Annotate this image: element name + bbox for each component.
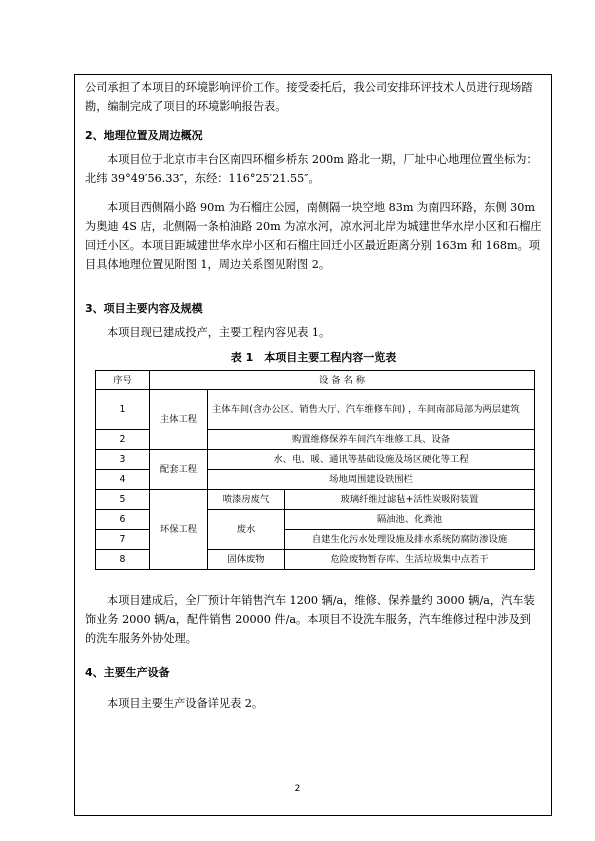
section-4-heading: 4、主要生产设备 — [85, 666, 170, 679]
surroundings-paragraph: 本项目西侧隔小路 90m 为石榴庄公园，南侧隔一块空地 83m 为南四环路，东侧 30m 为奥迪 4S 店，北侧隔一条柏油路 20m 为凉水河，凉水河北岸为城建世华水岸小区和石榴庄回迁小区。本项目距城建世华水岸小区和石榴庄回迁小区最近距离分别 163m 和 168m。项目具体地理位置见附图 1，周边关系图见附图 2。 — [85, 201, 542, 271]
row-no: 1 — [96, 390, 150, 430]
location-paragraph: 本项目位于北京市丰台区南四环榴乡桥东 200m 路北一期，厂址中心地理位置坐标为：北纬 39°49′56.33″，东经：116°25′21.55″。 — [85, 153, 538, 185]
row-content: 自建生化污水处理设施及排水系统防腐防渗设施 — [285, 530, 535, 550]
row-no: 3 — [96, 450, 150, 470]
table-row — [96, 450, 535, 470]
table-row — [96, 490, 535, 510]
row-content: 场地周围建设铁围栏 — [208, 470, 535, 490]
row-content: 购置维修保养车间汽车维修工具、设备 — [208, 430, 535, 450]
capacity-paragraph: 本项目建成后，全厂预计年销售汽车 1200 辆/a，维修、保养量约 3000 辆/a，汽车装饰业务 2000 辆/a，配件销售 20000 件/a。本项目不设洗车服务，汽车维修过程中涉及到的洗车服务外协处理。 — [85, 594, 535, 645]
row-content: 危险废物暂存库、生活垃圾集中点若干 — [285, 550, 535, 570]
section-4-paragraph: 本项目主要生产设备详见表 2。 — [107, 697, 264, 710]
subgroup-wastewater: 废水 — [208, 510, 285, 550]
group-env: 环保工程 — [150, 490, 208, 570]
col-header-no: 序号 — [96, 371, 150, 390]
row-no: 6 — [96, 510, 150, 530]
row-no: 7 — [96, 530, 150, 550]
table-row — [96, 390, 535, 430]
col-header-device: 设 备 名 称 — [150, 371, 535, 390]
section-3-heading: 3、项目主要内容及规模 — [85, 302, 203, 315]
section-2-heading: 2、地理位置及周边概况 — [85, 129, 203, 142]
section-3-paragraph: 本项目现已建成投产，主要工程内容见表 1。 — [107, 326, 331, 339]
row-content: 水、电、暖、通讯等基础设施及场区硬化等工程 — [208, 450, 535, 470]
row-no: 5 — [96, 490, 150, 510]
page-number: 2 — [294, 784, 301, 794]
table-header-row — [96, 371, 535, 390]
table-1-caption: 表 1 本项目主要工程内容一览表 — [230, 351, 397, 364]
group-support: 配套工程 — [150, 450, 208, 490]
row-content: 主体车间(含办公区、销售大厅、汽车维修车间) ，车间南部局部为两层建筑 — [208, 390, 535, 430]
row-no: 4 — [96, 470, 150, 490]
group-main: 主体工程 — [150, 390, 208, 450]
row-content: 玻璃纤维过滤毡+活性炭吸附装置 — [285, 490, 535, 510]
row-no: 8 — [96, 550, 150, 570]
subgroup-solid: 固体废物 — [208, 550, 285, 570]
intro-paragraph: 公司承担了本项目的环境影响评价工作。接受委托后，我公司安排环评技术人员进行现场踏勘，编制完成了项目的环境影响报告表。 — [85, 81, 533, 113]
row-content: 隔油池、化粪池 — [285, 510, 535, 530]
row-no: 2 — [96, 430, 150, 450]
subgroup-paint-gas: 喷漆房废气 — [208, 490, 285, 510]
project-content-table — [95, 370, 535, 570]
